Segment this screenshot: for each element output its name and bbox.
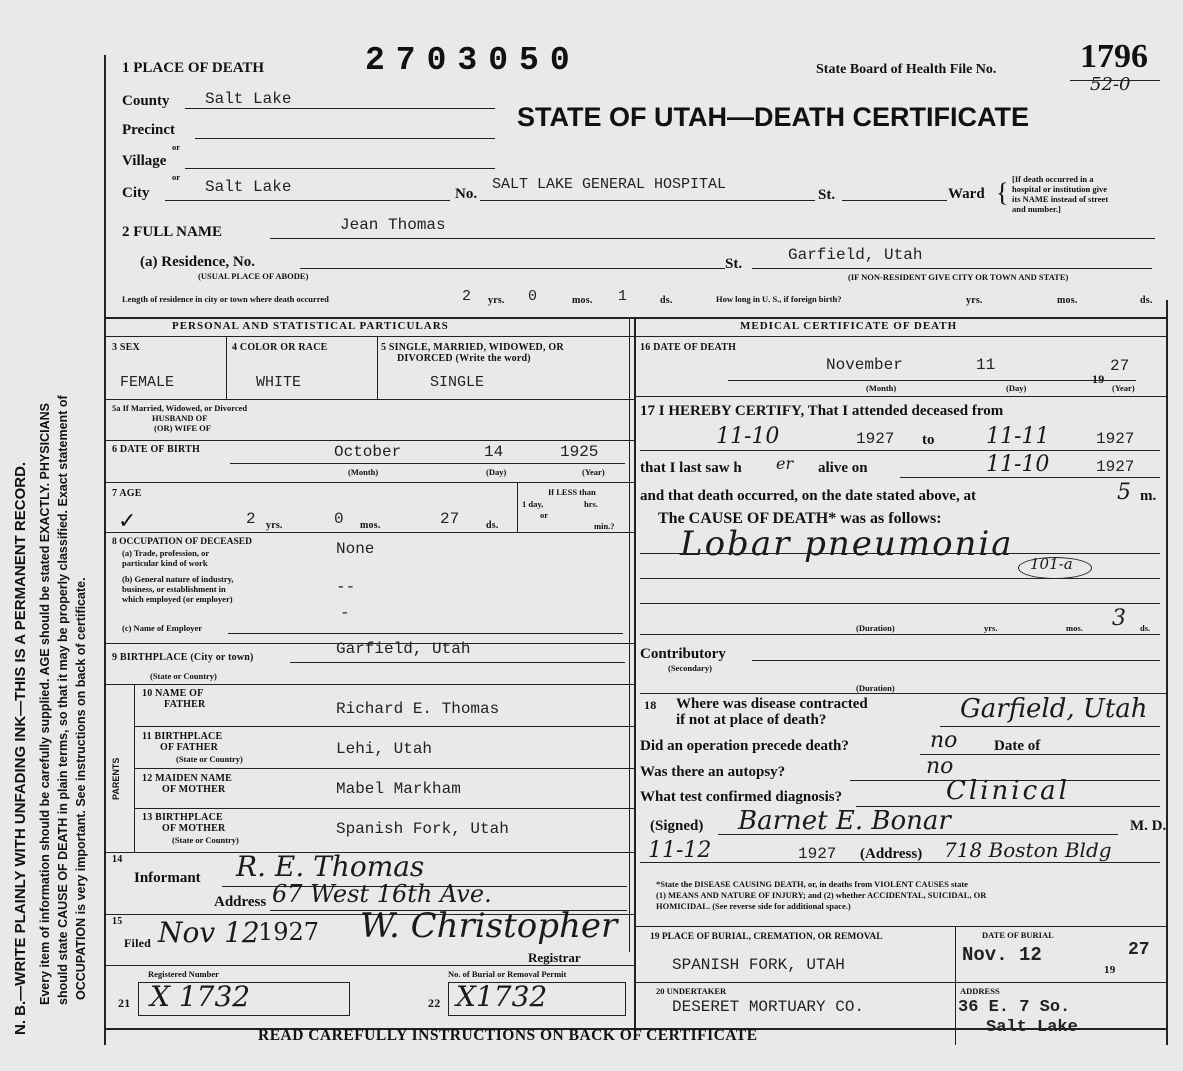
us-residence-label: How long in U. S., if foreign birth? — [716, 294, 842, 304]
birthplace-label: 9 BIRTHPLACE (City or town) — [112, 652, 254, 663]
residence-label: (a) Residence, No. — [140, 254, 255, 270]
signed-label: (Signed) — [650, 818, 704, 834]
side-note-3: should state CAUSE OF DEATH in plain terms, so that it may be properly classified. Exact statement of — [56, 395, 70, 1005]
father-label: 10 NAME OF — [142, 688, 204, 699]
year-sub: (Year) — [1112, 383, 1135, 393]
row-line — [134, 768, 634, 769]
to-date: 11-11 — [986, 424, 1050, 449]
from-date: 11-10 — [716, 424, 780, 449]
burial-permit-label: No. of Burial or Removal Permit — [448, 969, 567, 979]
ward-note-2: hospital or institution give — [1012, 184, 1108, 194]
address-label: Address — [214, 894, 267, 910]
father-birthplace-sub: (State or Country) — [176, 754, 243, 764]
employer-label: (c) Name of Employer — [122, 623, 203, 633]
age-years: 2 — [246, 510, 256, 528]
year-sub: (Year) — [582, 467, 605, 477]
year-prefix: 19 — [1104, 964, 1116, 976]
residence-value: Garfield, Utah — [788, 246, 923, 264]
alive-on-text: alive on — [818, 460, 868, 476]
undertaker-label: 20 UNDERTAKER — [656, 986, 727, 996]
informant-address: 67 West 16th Ave. — [272, 880, 492, 908]
mother-value: Mabel Markham — [336, 780, 461, 798]
mother-birthplace-sub: (State or Country) — [172, 835, 239, 845]
month-sub: (Month) — [348, 467, 379, 477]
mos-text: mos. — [1066, 623, 1083, 633]
street-no-label: No. — [455, 186, 478, 202]
st-label: St. — [818, 187, 836, 203]
side-note-4: OCCUPATION is very important. See instructions on back of certificate. — [74, 577, 88, 1000]
registrar-signature: W. Christopher — [360, 906, 618, 946]
year-1: 1927 — [856, 430, 895, 448]
if-less-text: If LESS than — [548, 487, 596, 497]
contracted-line — [940, 726, 1160, 727]
industry-label: (b) General nature of industry, — [122, 574, 234, 584]
length-label: Length of residence in city or town where death occurred — [122, 294, 329, 304]
yrs-text: yrs. — [966, 295, 983, 306]
row-line — [634, 982, 1166, 983]
burial-date: Nov. 12 — [962, 944, 1042, 966]
row-line — [104, 482, 634, 483]
full-name-value: Jean Thomas — [340, 216, 446, 234]
row-line — [634, 926, 1166, 927]
ward-note-1: [If death occurred in a — [1012, 174, 1094, 184]
or-text: or — [172, 142, 181, 152]
if-less-text: hrs. — [584, 499, 598, 509]
spouse-label-3: (OR) WIFE OF — [154, 423, 211, 433]
county-line — [185, 108, 495, 109]
cause-label: The CAUSE OF DEATH* was as follows: — [658, 510, 942, 527]
mother-birthplace-label: 13 BIRTHPLACE — [142, 812, 223, 823]
physician-address: 718 Boston Bldg — [944, 838, 1112, 862]
operation-value: no — [930, 728, 958, 753]
undertaker-address-label: ADDRESS — [960, 986, 1000, 996]
residence-line — [300, 268, 725, 269]
birthplace-sub: (State or Country) — [150, 671, 217, 681]
occupation-sub: particular kind of work — [122, 558, 208, 568]
mother-label: 12 MAIDEN NAME — [142, 773, 233, 784]
informant-signature: R. E. Thomas — [236, 850, 425, 883]
place-of-death-label: 1 PLACE OF DEATH — [122, 60, 265, 76]
test-value: Clinical — [946, 776, 1070, 806]
frame-left — [104, 55, 106, 1045]
full-name-line — [270, 238, 1155, 239]
date-of-death-label: 16 DATE OF DEATH — [640, 342, 737, 353]
last-saw-pronoun: er — [776, 454, 794, 473]
filed-year: 1927 — [258, 918, 320, 946]
occupation-label: 8 OCCUPATION OF DECEASED — [112, 537, 252, 547]
res-st-label: St. — [725, 256, 743, 272]
contributory-label: Contributory — [640, 646, 726, 662]
mother-birthplace-value: Spanish Fork, Utah — [336, 820, 509, 838]
or-text: or — [172, 172, 181, 182]
check-mark: ✓ — [118, 508, 137, 533]
age-label: 7 AGE — [112, 488, 142, 499]
yrs-text: yrs. — [266, 520, 283, 531]
row-line — [134, 726, 634, 727]
spouse-label-2: HUSBAND OF — [152, 413, 208, 423]
industry-label: which employed (or employer) — [122, 594, 233, 604]
cause-line — [640, 603, 1160, 604]
certificate-number: 2703050 — [365, 42, 581, 79]
footer-instructions: READ CAREFULLY INSTRUCTIONS ON BACK OF CERTIFICATE — [258, 1027, 758, 1044]
day-sub: (Day) — [486, 467, 507, 477]
parents-label: PARENTS — [111, 757, 121, 800]
occupation-value: None — [336, 540, 375, 558]
ds-text: ds. — [1140, 623, 1151, 633]
county-label: County — [122, 93, 170, 109]
certificate-title: STATE OF UTAH—DEATH CERTIFICATE — [517, 102, 1029, 132]
employer-value: - — [340, 604, 350, 622]
if-less-text: or — [540, 510, 549, 520]
medical-header: MEDICAL CERTIFICATE OF DEATH — [740, 320, 958, 332]
registered-number-label: Registered Number — [148, 969, 219, 979]
if-less-text: min.? — [594, 521, 615, 531]
address-line — [640, 862, 1160, 863]
village-label: Village — [122, 153, 167, 169]
ward-note-3: its NAME instead of street — [1012, 194, 1109, 204]
dod-day: 11 — [976, 356, 996, 374]
color-label: 4 COLOR OR RACE — [232, 342, 328, 353]
side-note-1: N. B.—WRITE PLAINLY WITH UNFADING INK—THIS IS A PERMANENT RECORD. — [12, 461, 29, 1035]
registrar-label: Registrar — [528, 950, 581, 965]
signature-line — [718, 834, 1118, 835]
spouse-label-1: 5a If Married, Widowed, or Divorced — [112, 403, 248, 413]
operation-label: Did an operation precede death? — [640, 738, 849, 754]
marital-value: SINGLE — [430, 374, 485, 391]
registered-number: X 1732 — [150, 980, 251, 1013]
filed-date: Nov 12 — [158, 916, 260, 949]
address-label: (Address) — [860, 846, 923, 862]
frame-right — [1166, 300, 1168, 1045]
row-line — [104, 399, 634, 400]
center-divider-inner — [629, 317, 630, 952]
hospital-value: SALT LAKE GENERAL HOSPITAL — [492, 176, 727, 193]
item-number: 22 — [428, 996, 441, 1010]
last-saw-text: that I last saw h — [640, 460, 742, 476]
contributory-sub: (Secondary) — [668, 663, 712, 673]
employer-line — [228, 633, 623, 634]
industry-value: -- — [336, 578, 356, 596]
row-line — [634, 396, 1166, 397]
county-value: Salt Lake — [205, 90, 292, 108]
occupation-sub: (a) Trade, profession, or — [122, 548, 210, 558]
mos-text: mos. — [572, 295, 593, 306]
burial-place-label: 19 PLACE OF BURIAL, CREMATION, OR REMOVAL — [650, 932, 883, 942]
physician-signature: Barnet E. Bonar — [738, 806, 951, 836]
attendance-line — [640, 450, 1160, 451]
to-text: to — [922, 432, 935, 448]
burial-date-label: DATE OF BURIAL — [982, 930, 1054, 940]
item-number: 21 — [118, 996, 131, 1010]
ward-label: Ward — [948, 186, 985, 202]
marital-label-2: DIVORCED (Write the word) — [397, 353, 531, 364]
item-number: 14 — [112, 854, 123, 865]
res-days: 1 — [618, 288, 628, 305]
yrs-text: yrs. — [984, 623, 998, 633]
last-saw-line — [900, 477, 1160, 478]
ward-note-4: and number.] — [1012, 204, 1061, 214]
city-value: Salt Lake — [205, 178, 292, 196]
death-occurred-text: and that death occurred, on the date stated above, at — [640, 488, 976, 504]
footnote-2: (1) MEANS AND NATURE OF INJURY; and (2) whether ACCIDENTAL, SUICIDAL, OR — [656, 890, 987, 900]
test-label: What test confirmed diagnosis? — [640, 789, 843, 805]
dob-month: October — [334, 443, 402, 461]
duration-label: (Duration) — [856, 623, 895, 633]
res-years: 2 — [462, 288, 472, 305]
row-line — [104, 965, 634, 966]
filed-label: Filed — [124, 936, 151, 950]
disease-contracted-label: if not at place of death? — [676, 712, 827, 728]
color-divider — [377, 336, 378, 399]
if-less-text: 1 day, — [522, 499, 544, 509]
dob-label: 6 DATE OF BIRTH — [112, 444, 200, 455]
mos-text: mos. — [1057, 295, 1078, 306]
ds-text: ds. — [660, 295, 673, 306]
dod-year: 27 — [1110, 357, 1130, 375]
personal-header: PERSONAL AND STATISTICAL PARTICULARS — [172, 320, 449, 332]
row-line — [134, 808, 634, 809]
year-3: 1927 — [1096, 458, 1135, 476]
dob-line — [230, 463, 625, 464]
undertaker-value: DESERET MORTUARY CO. — [672, 998, 865, 1016]
file-no-line — [1070, 80, 1160, 81]
disease-contracted-label: Where was disease contracted — [676, 696, 868, 712]
village-line — [185, 168, 495, 169]
color-value: WHITE — [256, 374, 302, 391]
precinct-line — [195, 138, 495, 139]
full-name-label: 2 FULL NAME — [122, 224, 223, 240]
no-line — [480, 200, 815, 201]
certify-text: 17 I HEREBY CERTIFY, That I attended deceased from — [640, 403, 1004, 419]
m-text: m. — [1140, 488, 1157, 504]
mother-birthplace-label: OF MOTHER — [162, 823, 226, 834]
ward-brace: { — [996, 178, 1009, 207]
marital-label-1: 5 SINGLE, MARRIED, WIDOWED, OR — [381, 342, 564, 353]
center-divider — [634, 317, 636, 1032]
sex-label: 3 SEX — [112, 342, 140, 353]
item-number: 18 — [644, 698, 657, 712]
signature-date: 11-12 — [648, 838, 712, 863]
birthplace-value: Garfield, Utah — [336, 640, 471, 658]
precinct-label: Precinct — [122, 122, 176, 138]
dob-day: 14 — [484, 443, 504, 461]
dod-line — [728, 380, 1136, 381]
side-note-2: Every item of information should be carefully supplied. AGE should be stated EXACTLY. PHYSICIANS — [38, 403, 52, 1005]
undertaker-address: 36 E. 7 So. — [958, 998, 1071, 1017]
res-city-line — [752, 268, 1152, 269]
burial-place-value: SPANISH FORK, UTAH — [672, 956, 845, 974]
cause-line — [640, 553, 1160, 554]
row-line — [104, 440, 634, 441]
mother-label: OF MOTHER — [162, 784, 226, 795]
month-sub: (Month) — [866, 383, 897, 393]
header-row-line — [104, 336, 1166, 337]
ds-text: ds. — [1140, 295, 1153, 306]
mos-text: mos. — [360, 520, 381, 531]
date-of-text: Date of — [994, 738, 1041, 754]
disease-contracted-value: Garfield, Utah — [960, 694, 1148, 724]
file-no-label: State Board of Health File No. — [816, 62, 997, 77]
md-text: M. D. — [1130, 818, 1167, 834]
city-label: City — [122, 185, 150, 201]
file-number: 1796 — [1080, 38, 1148, 75]
burial-permit-number: X1732 — [456, 980, 548, 1013]
residence-sub: (USUAL PLACE OF ABODE) — [198, 271, 309, 281]
death-time: 5 — [1117, 480, 1131, 505]
footnote-3: HOMICIDAL. (See reverse side for additional space.) — [656, 901, 851, 911]
duration-label: (Duration) — [856, 683, 895, 693]
city-line — [165, 200, 450, 201]
item-number: 15 — [112, 916, 123, 927]
year-2: 1927 — [1096, 430, 1135, 448]
sex-divider — [226, 336, 227, 399]
father-label: FATHER — [164, 699, 206, 710]
industry-label: business, or establishment in — [122, 584, 226, 594]
undertaker-city: Salt Lake — [986, 1018, 1078, 1037]
father-birthplace-label: 11 BIRTHPLACE — [142, 731, 223, 742]
day-sub: (Day) — [1006, 383, 1027, 393]
birthplace-line — [290, 662, 625, 663]
ds-text: ds. — [486, 520, 499, 531]
non-resident-note: (IF NON-RESIDENT GIVE CITY OR TOWN AND STATE) — [848, 272, 1069, 282]
age-months: 0 — [334, 510, 344, 528]
last-saw-date: 11-10 — [986, 452, 1050, 477]
father-birthplace-value: Lehi, Utah — [336, 740, 433, 758]
res-months: 0 — [528, 288, 538, 305]
duration-months: 3 — [1112, 606, 1126, 631]
cause-of-death: Lobar pneumonia — [680, 524, 1014, 564]
father-value: Richard E. Thomas — [336, 700, 500, 718]
autopsy-value: no — [926, 754, 954, 779]
operation-line — [920, 754, 1160, 755]
st-line — [842, 200, 947, 201]
contributory-line — [752, 660, 1160, 661]
footnote-1: *State the DISEASE CAUSING DEATH, or, in deaths from VIOLENT CAUSES state — [656, 879, 968, 889]
father-birthplace-label: OF FATHER — [160, 742, 219, 753]
year-prefix: 19 — [1092, 372, 1105, 386]
dod-month: November — [826, 356, 903, 374]
burial-year: 27 — [1128, 940, 1150, 960]
row-line — [104, 684, 634, 685]
age-divider — [517, 482, 518, 532]
signature-year: 1927 — [798, 845, 837, 863]
cause-line — [640, 578, 1160, 579]
dob-year: 1925 — [560, 443, 599, 461]
cause-code: 101-a — [1030, 555, 1073, 573]
yrs-text: yrs. — [488, 295, 505, 306]
informant-label: Informant — [134, 870, 201, 886]
file-number-handwritten: 52-0 — [1090, 74, 1131, 95]
row-line — [640, 634, 1160, 635]
sex-value: FEMALE — [120, 374, 175, 391]
autopsy-label: Was there an autopsy? — [640, 764, 786, 780]
row-line — [104, 532, 634, 533]
age-days: 27 — [440, 510, 460, 528]
